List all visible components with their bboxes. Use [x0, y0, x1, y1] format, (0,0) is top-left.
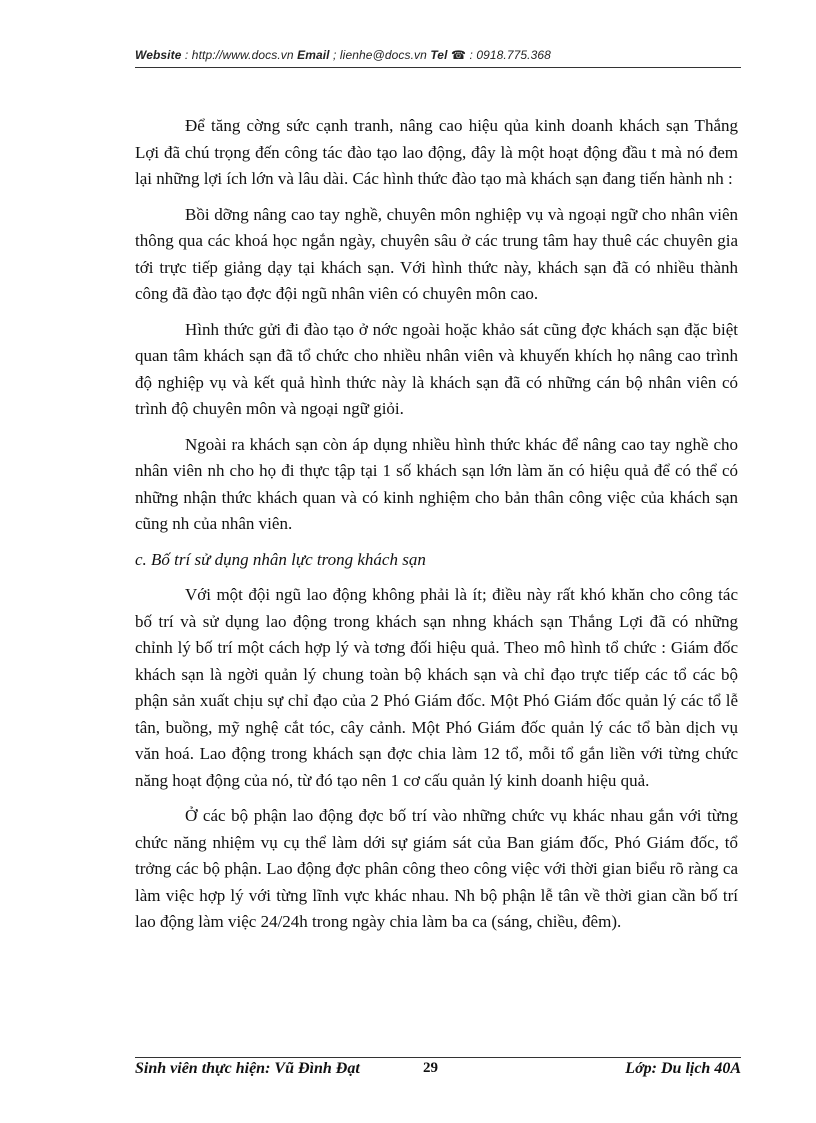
email-address: ; lienhe@docs.vn [329, 48, 431, 62]
paragraph: Bồi dỡng nâng cao tay nghề, chuyên môn nghiệp vụ và ngoại ngữ cho nhân viên thông qua các khoá học ngắn ngày, chuyên sâu ở các trung tâm hay thuê các chuyên gia tới trực tiếp giảng dạy tại khách sạn. Với hình thức này, khách sạn đã có nhiều thành công đã đào tạo đợc đội ngũ nhân viên có chuyên môn cao. [135, 204, 738, 303]
page-header [135, 48, 741, 62]
paragraph: Để tăng cờng sức cạnh tranh, nâng cao hiệu qủa kinh doanh khách sạn Thắng Lợi đã chú trọng đến công tác đào tạo lao động, đây là một hoạt động đầu t mà nó đem lại những lợi ích lớn và lâu dài. Các hình thức đào tạo mà khách sạn đang tiến hành nh : [135, 116, 738, 188]
section-subheading: c. Bố trí sử dụng nhân lực trong khách sạn [135, 549, 426, 569]
tel-number: : 0918.775.368 [466, 48, 551, 62]
paragraph: Với một đội ngũ lao động không phải là ít; điều này rất khó khăn cho công tác bố trí và sử dụng lao động trong khách sạn nhng khách sạn Thắng Lợi đã có những chỉnh lý bố trí một cách hợp lý và tơng đối hiệu quả. Theo mô hình tổ chức : Giám đốc khách sạn là ngời quản lý chung toàn bộ khách sạn và chỉ đạo trực tiếp các tổ các bộ phận sản xuất chịu sự chỉ đạo của 2 Phó Giám đốc. Một Phó Giám đốc quản lý các tổ lễ tân, buồng, mỹ nghệ cắt tóc, cây cảnh. Một Phó Giám đốc quản lý các tổ bàn dịch vụ văn hoá. Lao động trong khách sạn đợc chia làm 12 tổ, mỗi tổ gắn liền với từng chức năng hoạt động của nó, từ đó tạo nên 1 cơ cấu quản lý kinh doanh hiệu quả. [135, 585, 738, 790]
website-label: Website [135, 48, 182, 62]
header-divider [135, 67, 741, 68]
page-footer [135, 1060, 741, 1082]
website-url: : http://www.docs.vn [181, 48, 298, 62]
page-number: 29 [423, 1060, 438, 1076]
footer-student: Sinh viên thực hiện: Vũ Đình Đạt [135, 1060, 360, 1077]
email-label: Email [297, 48, 330, 62]
footer-class: Lớp: Du lịch 40A [625, 1060, 741, 1077]
paragraph: Ngoài ra khách sạn còn áp dụng nhiều hình thức khác để nâng cao tay nghề cho nhân viên nh cho họ đi thực tập tại 1 số khách sạn lớn làm ăn có hiệu quả để có thể có những nhận thức khách quan và có kinh nghiệm cho bản thân công việc của khách sạn cũng nh của nhân viên. [135, 434, 738, 533]
document-body [135, 113, 738, 945]
paragraph: Hình thức gửi đi đào tạo ở nớc ngoài hoặc khảo sát cũng đợc khách sạn đặc biệt quan tâm khách sạn đã tổ chức cho nhiều nhân viên và khuyến khích họ nâng cao trình độ nghiệp vụ và kết quả hình thức này là khách sạn đã có những cán bộ nhân viên có trình độ chuyên môn và ngoại ngữ giỏi. [135, 319, 738, 418]
paragraph: Ở các bộ phận lao động đợc bố trí vào những chức vụ khác nhau gắn với từng chức năng nhiệm vụ cụ thể làm dới sự giám sát của Ban giám đốc, Phó Giám đốc, tổ trởng các bộ phận. Lao động đợc phân công theo công việc với thời gian biểu rõ ràng ca làm việc hợp lý với từng lĩnh vực khác nhau. Nh bộ phận lễ tân về thời gian cần bố trí lao động làm việc 24/24h trong ngày chia làm ba ca (sáng, chiều, đêm). [135, 806, 738, 931]
footer-divider [135, 1057, 741, 1058]
phone-icon: ☎ [450, 48, 467, 62]
tel-label: Tel [430, 48, 448, 62]
